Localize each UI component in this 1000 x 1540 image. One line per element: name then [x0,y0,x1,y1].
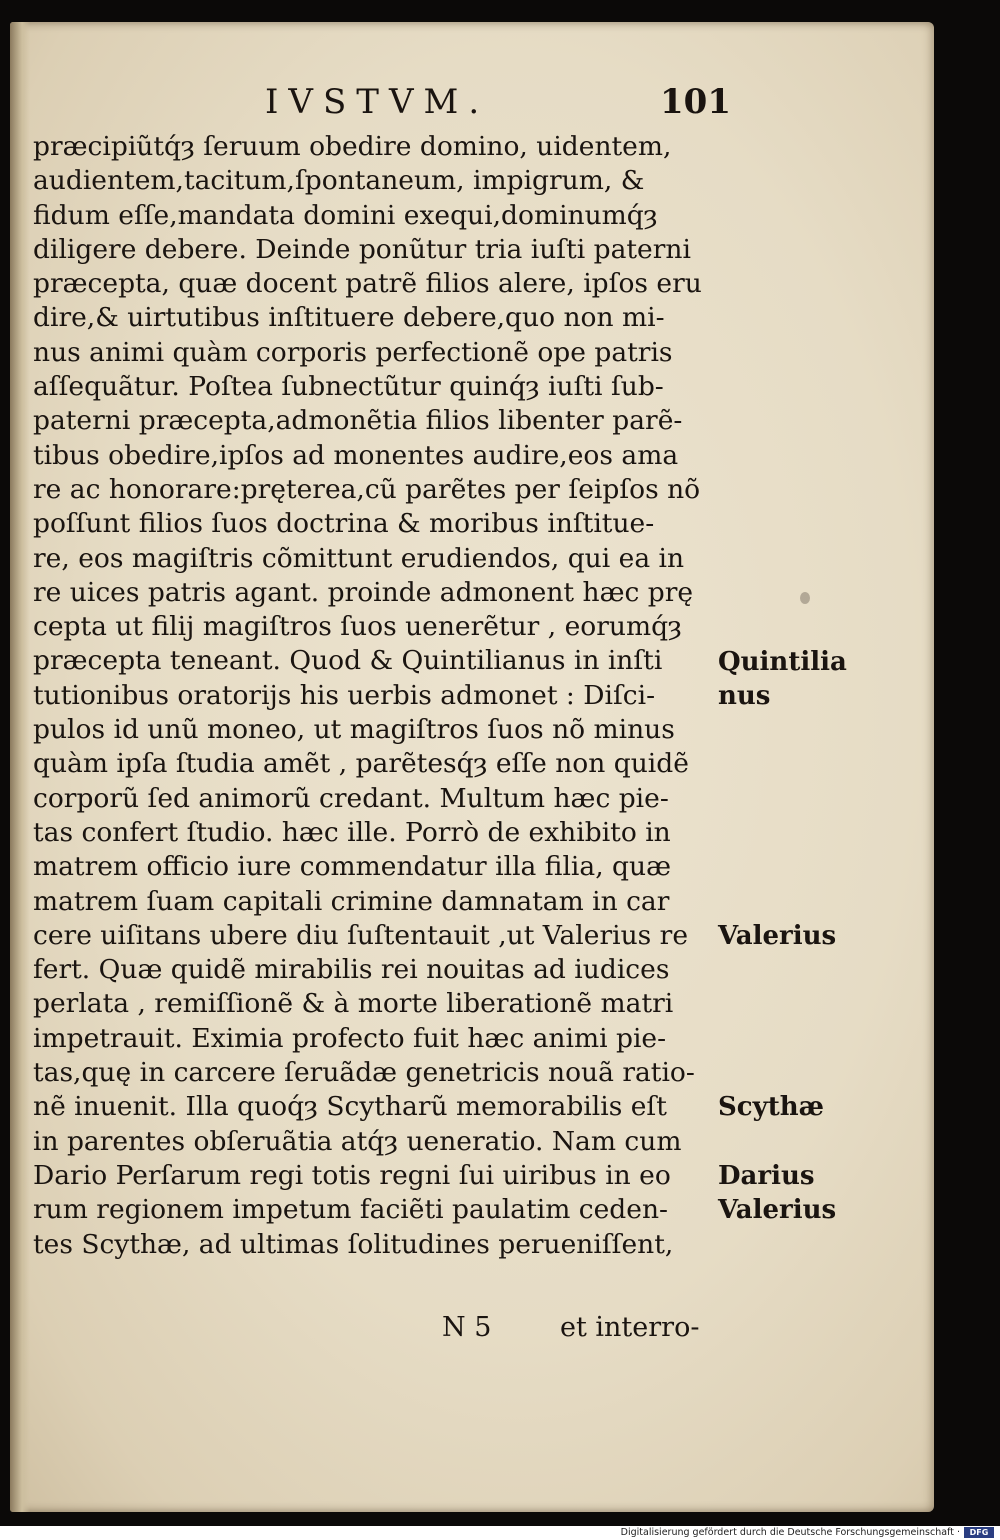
text-line: tas,quę in carcere ſeruãdæ genetricis nouã ratio- [33,1057,695,1089]
marginal-note: Darius [718,1161,815,1191]
text-line: Dario Perſarum regi totis regni ſui uiribus in eo [33,1159,671,1191]
text-line: corporũ ſed animorũ credant. Multum hæc pie- [33,782,669,814]
text-line: cere uiſitans ubere diu ſuſtentauit ,ut Valerius re [33,919,689,951]
digitization-credit: Digitalisierung gefördert durch die Deutsche Forschungsgemeinschaft · [620,1527,960,1538]
text-line: dire,& uirtutibus inſtituere debere,quo non mi- [33,302,665,334]
running-head: IVSTVM. [265,82,490,122]
signature-mark: N 5 [442,1312,492,1343]
text-line: matrem officio iure commendatur illa filia, quæ [33,851,671,883]
text-line: pulos id unũ moneo, ut magiſtros ſuos nõ minus [33,714,675,746]
main-text-block [33,130,733,1262]
text-line: tas confert ſtudio. hæc ille. Porrò de exhibito in [33,816,671,848]
marginal-note: Valerius [718,1195,837,1226]
text-line: tibus obedire,ipſos ad monentes audire,eos ama [33,439,679,471]
marginal-note: Quintilia [718,646,847,677]
text-line: impetrauit. Eximia profecto fuit hæc animi pie- [33,1022,667,1054]
text-line: matrem ſuam capitali crimine damnatam in car [33,885,670,917]
text-line: præcepta, quæ docent patrẽ filios alere, ipſos eru [33,268,702,300]
text-line: tutionibus oratorijs his uerbis admonet : Diſci- [33,679,656,711]
text-line: re, eos magiſtris cõmittunt erudiendos, qui ea in [33,542,685,574]
text-line: rum regionem impetum faciẽti paulatim ceden- [33,1194,668,1226]
text-line: re uices patris agant. proinde admonent hæc prę [33,576,694,608]
page-gutter-shadow [10,22,30,1512]
catchword: et interro- [560,1312,700,1343]
text-line: re ac honorare:pręterea,cũ parẽtes per ſeipſos nõ [33,473,701,505]
page-number: 101 [660,82,731,122]
text-line: cepta ut filij magiſtros ſuos uenerẽtur , eorumq́ȝ [33,611,682,643]
text-line: quàm ipſa ſtudia amẽt , parẽtesq́ȝ eſſe non quidẽ [33,748,689,780]
text-line: nus animi quàm corporis perfectionẽ ope patris [33,336,673,368]
text-line: audientem,tacitum,ſpontaneum, impigrum, & [33,165,645,197]
text-line: perlata , remiſſionẽ & à morte liberationẽ matri [33,988,674,1020]
text-line: poſſunt filios ſuos doctrina & moribus inſtitue- [33,508,655,540]
marginal-note: Scythæ [718,1092,824,1123]
marginal-note: Valerius [718,920,837,951]
text-line: nẽ inuenit. Illa quoq́ȝ Scytharũ memorabilis eſt [33,1091,667,1123]
book-page [10,22,934,1512]
text-line: in parentes obſeruãtia atq́ȝ ueneratio. Nam cum [33,1125,682,1157]
text-line: paterni præcepta,admonẽtia filios libenter parẽ- [33,405,683,437]
text-line: præcipiũtq́ȝ ſeruum obedire domino, uidentem, [33,131,672,162]
text-line: præcepta teneant. Quod & Quintilianus in inſti [33,645,663,677]
text-line: aſſequãtur. Poſtea ſubnectũtur quinq́ȝ iuſti ſub- [33,371,664,403]
text-line: fidum eſſe,mandata domini exequi,dominumq́ȝ [33,199,658,231]
text-line: tes Scythæ, ad ultimas ſolitudines perueniſſent, [33,1228,674,1260]
marginal-note: nus [718,680,771,711]
text-line: diligere debere. Deinde ponũtur tria iuſti paterni [33,233,691,265]
text-line: fert. Quæ quidẽ mirabilis rei nouitas ad iudices [33,954,670,986]
dfg-logo: DFG [964,1527,994,1538]
ink-smudge [800,592,810,604]
